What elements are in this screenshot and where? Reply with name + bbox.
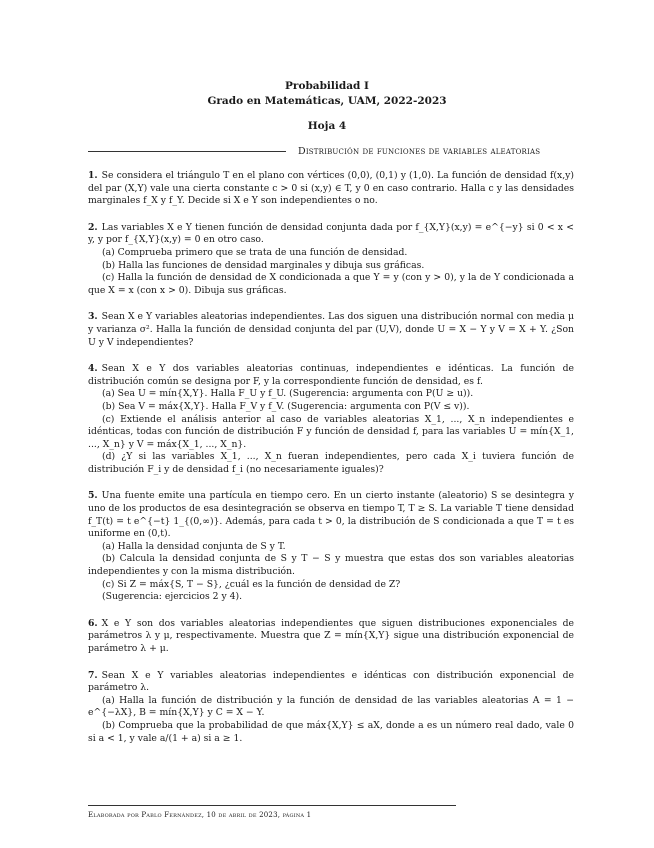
problem-part: (b) Halla las funciones de densidad marginales y dibuja sus gráficas. xyxy=(102,259,425,271)
problem-5 xyxy=(88,490,574,603)
page-footer: Elaborada por Pablo Fernández, 10 de abril de 2023, página 1 xyxy=(88,811,312,819)
section-title: Distribución de funciones de variables aleatorias xyxy=(298,146,541,157)
problem-part: (c) Si Z = máx{S, T − S}, ¿cuál es la función de densidad de Z? xyxy=(102,578,401,590)
section-rule xyxy=(88,151,286,152)
problem-number: 7. xyxy=(88,669,98,681)
problem-part: (Sugerencia: ejercicios 2 y 4). xyxy=(102,591,243,603)
sheet-title: Hoja 4 xyxy=(307,120,347,132)
problem-1 xyxy=(88,170,574,208)
problem-text: Se considera el triángulo T en el plano con vértices (0,0), (0,1) y (1,0). La función de densidad f(x,y) del par (X,Y) vale una cierta constante c > 0 si (x,y) ∈ T, y 0 en caso contrario. Halla c y las densidades marginales f_X y f_Y. Decide si X e Y son independientes o no. xyxy=(88,170,574,207)
footer-rule xyxy=(88,805,456,806)
problem-text: Sean X e Y variables aleatorias independientes e idénticas con distribución exponencial de parámetro λ. xyxy=(88,669,574,694)
problem-3 xyxy=(88,311,574,349)
problem-number: 4. xyxy=(88,363,98,375)
problem-part: (c) Halla la función de densidad de X condicionada a que Y = y (con y > 0), y la de Y condicionada a que X = x (con x > 0). Dibuja sus gráficas. xyxy=(88,272,574,296)
problem-part: (d) ¿Y si las variables X_1, ..., X_n fueran independientes, pero cada X_i tuviera función de distribución F_i y de densidad f_i (no necesariamente iguales)? xyxy=(88,451,574,475)
problem-statement xyxy=(88,222,574,247)
problem-part: (b) Comprueba que la probabilidad de que máx{X,Y} ≤ aX, donde a es un número real dado, vale 0 si a < 1, y vale a/(1 + a) si a ≥ 1. xyxy=(88,719,574,744)
problem-statement xyxy=(88,618,574,656)
problem-part: (b) Calcula la densidad conjunta de S y T − S y muestra que estas dos son variables aleatorias independientes y con la misma distribución. xyxy=(88,553,574,578)
course-subtitle: Grado en Matemáticas, UAM, 2022-2023 xyxy=(207,95,447,107)
problem-part: (a) Comprueba primero que se trata de una función de densidad. xyxy=(102,246,408,258)
problem-7 xyxy=(88,670,574,746)
problem-2 xyxy=(88,222,574,298)
problem-text: Las variables X e Y tienen función de densidad conjunta dada por f_{X,Y}(x,y) = e^{−y} si 0 < x < y, y por f_{X,Y}(x,y) = 0 en otro caso. xyxy=(88,221,574,246)
problem-statement xyxy=(88,363,574,388)
problem-statement xyxy=(88,170,574,208)
problem-part: (c) Extiende el análisis anterior al caso de variables aleatorias X_1, ..., X_n independientes e idénticas, todas con función de distribución F y función de densidad f, para las variables U = mín{X_1, ..., X_n} y V = máx{X_1, ..., X_n}. xyxy=(88,413,574,450)
problem-text: Sean X e Y dos variables aleatorias continuas, independientes e idénticas. La función de distribución común se designa por F, y la correspondiente función de densidad, es f. xyxy=(88,363,574,387)
problem-6 xyxy=(88,618,574,656)
problem-4 xyxy=(88,363,574,476)
problem-number: 3. xyxy=(88,311,98,323)
problem-text: Una fuente emite una partícula en tiempo cero. En un cierto instante (aleatorio) S se desintegra y uno de los productos de esa desintegración se observa en tiempo T, T ≥ S. La variable T tiene densidad f_T(t) = t e^{−t} 1_{(0,∞)}. Además, para cada t > 0, la distribución de S condicionada a que T = t es uniforme en (0,t). xyxy=(88,490,574,540)
problem-number: 2. xyxy=(88,221,98,233)
problem-number: 5. xyxy=(88,490,98,502)
problem-part: (a) Halla la función de distribución y la función de densidad de las variables aleatorias A = 1 − e^{−λX}, B = mín{X,Y} y C = X − Y. xyxy=(88,694,574,719)
problem-text: Sean X e Y variables aleatorias independientes. Las dos siguen una distribución normal con media μ y varianza σ². Halla la función de densidad conjunta del par (U,V), donde U = X − Y y V = X + Y. ¿Son U y V independientes? xyxy=(88,311,574,348)
problem-text: X e Y son dos variables aleatorias independientes que siguen distribuciones exponenciales de parámetros λ y μ, respectivamente. Muestra que Z = mín{X,Y} sigue una distribución exponencial de parámetro λ + μ. xyxy=(88,617,574,654)
course-title: Probabilidad I xyxy=(285,80,369,92)
problem-statement xyxy=(88,490,574,540)
problem-part: (a) Halla la densidad conjunta de S y T. xyxy=(102,540,286,552)
problem-part: (a) Sea U = mín{X,Y}. Halla F_U y f_U. (Sugerencia: argumenta con P(U ≥ u)). xyxy=(102,388,474,400)
problem-list xyxy=(88,170,574,759)
problem-statement xyxy=(88,311,574,349)
problem-number: 6. xyxy=(88,617,98,629)
problem-statement xyxy=(88,670,574,695)
problem-number: 1. xyxy=(88,170,98,181)
problem-part: (b) Sea V = máx{X,Y}. Halla F_V y f_V. (Sugerencia: argumenta con P(V ≤ v)). xyxy=(102,400,470,412)
